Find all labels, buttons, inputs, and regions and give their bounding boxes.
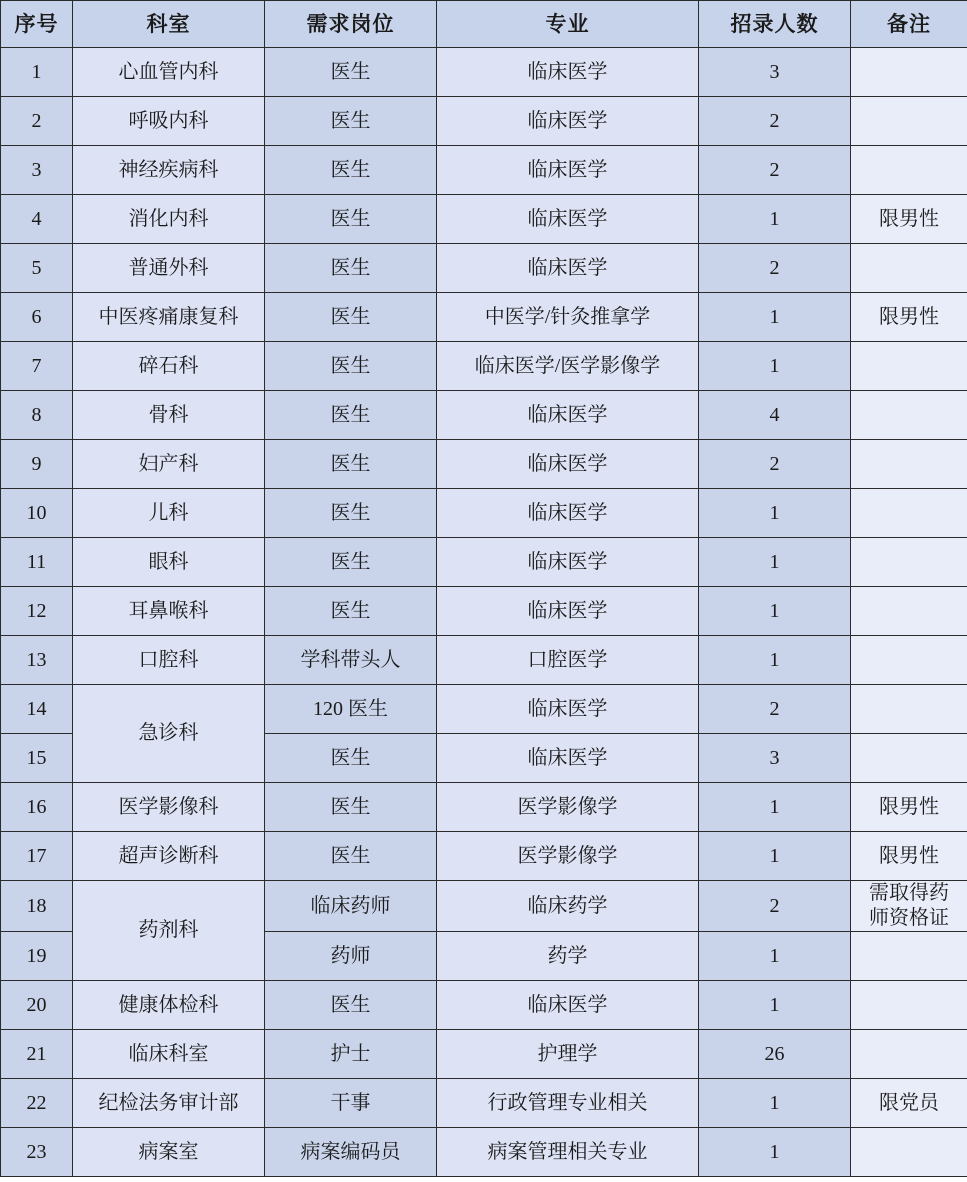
cell-index: 8 bbox=[1, 391, 73, 440]
table-row bbox=[1, 195, 967, 244]
cell-department: 眼科 bbox=[73, 538, 265, 587]
cell-major: 临床医学 bbox=[437, 538, 699, 587]
header-position: 需求岗位 bbox=[265, 1, 437, 48]
cell-department: 耳鼻喉科 bbox=[73, 587, 265, 636]
cell-headcount: 1 bbox=[699, 587, 851, 636]
cell-remark bbox=[851, 881, 967, 932]
cell-remark bbox=[851, 48, 967, 97]
cell-major: 临床医学 bbox=[437, 391, 699, 440]
cell-major: 临床医学 bbox=[437, 146, 699, 195]
cell-headcount: 2 bbox=[699, 244, 851, 293]
cell-index: 12 bbox=[1, 587, 73, 636]
cell-remark bbox=[851, 146, 967, 195]
cell-position: 病案编码员 bbox=[265, 1128, 437, 1177]
cell-major: 行政管理专业相关 bbox=[437, 1079, 699, 1128]
cell-department: 神经疾病科 bbox=[73, 146, 265, 195]
cell-department: 妇产科 bbox=[73, 440, 265, 489]
cell-position: 医生 bbox=[265, 832, 437, 881]
cell-major: 医学影像学 bbox=[437, 783, 699, 832]
cell-position: 医生 bbox=[265, 981, 437, 1030]
cell-position: 医生 bbox=[265, 538, 437, 587]
cell-headcount: 1 bbox=[699, 1128, 851, 1177]
remark-line-2: 师资格证 bbox=[869, 907, 949, 929]
table-row bbox=[1, 587, 967, 636]
table-row bbox=[1, 342, 967, 391]
cell-remark: 限男性 bbox=[851, 293, 967, 342]
cell-department: 心血管内科 bbox=[73, 48, 265, 97]
cell-position: 护士 bbox=[265, 1030, 437, 1079]
cell-department: 消化内科 bbox=[73, 195, 265, 244]
cell-department: 病案室 bbox=[73, 1128, 265, 1177]
table-row bbox=[1, 832, 967, 881]
table-row bbox=[1, 97, 967, 146]
cell-major: 口腔医学 bbox=[437, 636, 699, 685]
cell-headcount: 1 bbox=[699, 636, 851, 685]
cell-remark bbox=[851, 440, 967, 489]
cell-index: 16 bbox=[1, 783, 73, 832]
table-row bbox=[1, 489, 967, 538]
table-row bbox=[1, 685, 967, 734]
cell-index: 22 bbox=[1, 1079, 73, 1128]
cell-remark bbox=[851, 538, 967, 587]
cell-remark bbox=[851, 391, 967, 440]
cell-headcount: 3 bbox=[699, 734, 851, 783]
cell-headcount: 1 bbox=[699, 489, 851, 538]
cell-position: 医生 bbox=[265, 489, 437, 538]
cell-major: 临床医学 bbox=[437, 981, 699, 1030]
cell-remark bbox=[851, 97, 967, 146]
cell-index: 7 bbox=[1, 342, 73, 391]
cell-department: 儿科 bbox=[73, 489, 265, 538]
cell-headcount: 1 bbox=[699, 538, 851, 587]
cell-major: 药学 bbox=[437, 932, 699, 981]
header-headcount: 招录人数 bbox=[699, 1, 851, 48]
cell-index: 20 bbox=[1, 981, 73, 1030]
cell-headcount: 26 bbox=[699, 1030, 851, 1079]
cell-position: 医生 bbox=[265, 734, 437, 783]
cell-position: 干事 bbox=[265, 1079, 437, 1128]
header-department: 科室 bbox=[73, 1, 265, 48]
table-header-row bbox=[1, 1, 967, 48]
cell-index: 21 bbox=[1, 1030, 73, 1079]
table-row bbox=[1, 636, 967, 685]
cell-index: 11 bbox=[1, 538, 73, 587]
cell-position: 医生 bbox=[265, 391, 437, 440]
cell-major: 临床医学 bbox=[437, 244, 699, 293]
cell-position: 医生 bbox=[265, 195, 437, 244]
cell-position: 医生 bbox=[265, 48, 437, 97]
cell-department: 临床科室 bbox=[73, 1030, 265, 1079]
cell-index: 3 bbox=[1, 146, 73, 195]
cell-position: 医生 bbox=[265, 440, 437, 489]
cell-remark bbox=[851, 932, 967, 981]
header-major: 专业 bbox=[437, 1, 699, 48]
cell-major: 临床医学 bbox=[437, 734, 699, 783]
cell-headcount: 2 bbox=[699, 685, 851, 734]
table-row bbox=[1, 440, 967, 489]
cell-remark bbox=[851, 734, 967, 783]
cell-department: 中医疼痛康复科 bbox=[73, 293, 265, 342]
cell-headcount: 2 bbox=[699, 881, 851, 932]
cell-remark: 限男性 bbox=[851, 832, 967, 881]
cell-department: 口腔科 bbox=[73, 636, 265, 685]
cell-headcount: 1 bbox=[699, 342, 851, 391]
cell-index: 4 bbox=[1, 195, 73, 244]
header-index: 序号 bbox=[1, 1, 73, 48]
cell-headcount: 4 bbox=[699, 391, 851, 440]
cell-department-merged: 急诊科 bbox=[73, 685, 265, 783]
cell-department: 超声诊断科 bbox=[73, 832, 265, 881]
cell-major: 临床医学 bbox=[437, 587, 699, 636]
cell-major: 临床医学 bbox=[437, 48, 699, 97]
remark-line-1: 需取得药 bbox=[869, 882, 949, 904]
cell-index: 17 bbox=[1, 832, 73, 881]
cell-position: 医生 bbox=[265, 783, 437, 832]
cell-headcount: 2 bbox=[699, 97, 851, 146]
cell-major: 护理学 bbox=[437, 1030, 699, 1079]
table-row bbox=[1, 981, 967, 1030]
cell-index: 6 bbox=[1, 293, 73, 342]
cell-department: 普通外科 bbox=[73, 244, 265, 293]
cell-remark bbox=[851, 1030, 967, 1079]
cell-major: 病案管理相关专业 bbox=[437, 1128, 699, 1177]
cell-remark bbox=[851, 489, 967, 538]
table-row bbox=[1, 881, 967, 932]
cell-major: 医学影像学 bbox=[437, 832, 699, 881]
cell-position: 医生 bbox=[265, 146, 437, 195]
cell-index: 2 bbox=[1, 97, 73, 146]
cell-major: 临床医学 bbox=[437, 440, 699, 489]
cell-department: 碎石科 bbox=[73, 342, 265, 391]
cell-major: 临床医学 bbox=[437, 685, 699, 734]
cell-remark bbox=[851, 1128, 967, 1177]
cell-position: 临床药师 bbox=[265, 881, 437, 932]
cell-department: 纪检法务审计部 bbox=[73, 1079, 265, 1128]
cell-remark bbox=[851, 981, 967, 1030]
cell-index: 10 bbox=[1, 489, 73, 538]
cell-index: 5 bbox=[1, 244, 73, 293]
cell-position: 学科带头人 bbox=[265, 636, 437, 685]
cell-headcount: 1 bbox=[699, 832, 851, 881]
table-row bbox=[1, 146, 967, 195]
table-row bbox=[1, 1128, 967, 1177]
cell-index: 9 bbox=[1, 440, 73, 489]
cell-remark bbox=[851, 244, 967, 293]
cell-department: 健康体检科 bbox=[73, 981, 265, 1030]
cell-major: 临床医学 bbox=[437, 97, 699, 146]
cell-position: 医生 bbox=[265, 97, 437, 146]
cell-department: 呼吸内科 bbox=[73, 97, 265, 146]
cell-index: 18 bbox=[1, 881, 73, 932]
cell-position: 医生 bbox=[265, 587, 437, 636]
cell-remark bbox=[851, 685, 967, 734]
table-row bbox=[1, 1030, 967, 1079]
cell-index: 15 bbox=[1, 734, 73, 783]
table-row bbox=[1, 391, 967, 440]
cell-department: 骨科 bbox=[73, 391, 265, 440]
cell-position: 药师 bbox=[265, 932, 437, 981]
cell-headcount: 1 bbox=[699, 1079, 851, 1128]
cell-remark: 限党员 bbox=[851, 1079, 967, 1128]
cell-position: 医生 bbox=[265, 293, 437, 342]
cell-remark bbox=[851, 587, 967, 636]
cell-headcount: 2 bbox=[699, 440, 851, 489]
table-row bbox=[1, 293, 967, 342]
cell-index: 19 bbox=[1, 932, 73, 981]
cell-remark bbox=[851, 342, 967, 391]
cell-headcount: 2 bbox=[699, 146, 851, 195]
cell-headcount: 1 bbox=[699, 981, 851, 1030]
cell-index: 13 bbox=[1, 636, 73, 685]
cell-remark: 限男性 bbox=[851, 195, 967, 244]
cell-department: 医学影像科 bbox=[73, 783, 265, 832]
cell-position: 医生 bbox=[265, 342, 437, 391]
cell-major: 临床药学 bbox=[437, 881, 699, 932]
cell-position: 120 医生 bbox=[265, 685, 437, 734]
cell-headcount: 1 bbox=[699, 783, 851, 832]
table-row bbox=[1, 783, 967, 832]
cell-index: 1 bbox=[1, 48, 73, 97]
header-remark: 备注 bbox=[851, 1, 967, 48]
cell-headcount: 1 bbox=[699, 932, 851, 981]
cell-major: 临床医学 bbox=[437, 195, 699, 244]
cell-headcount: 1 bbox=[699, 293, 851, 342]
cell-remark: 限男性 bbox=[851, 783, 967, 832]
table-row bbox=[1, 48, 967, 97]
cell-headcount: 3 bbox=[699, 48, 851, 97]
table-row bbox=[1, 538, 967, 587]
cell-department-merged: 药剂科 bbox=[73, 881, 265, 981]
cell-index: 23 bbox=[1, 1128, 73, 1177]
cell-headcount: 1 bbox=[699, 195, 851, 244]
cell-major: 中医学/针灸推拿学 bbox=[437, 293, 699, 342]
cell-major: 临床医学/医学影像学 bbox=[437, 342, 699, 391]
cell-remark bbox=[851, 636, 967, 685]
cell-index: 14 bbox=[1, 685, 73, 734]
table-row bbox=[1, 1079, 967, 1128]
table-row bbox=[1, 244, 967, 293]
cell-major: 临床医学 bbox=[437, 489, 699, 538]
cell-position: 医生 bbox=[265, 244, 437, 293]
